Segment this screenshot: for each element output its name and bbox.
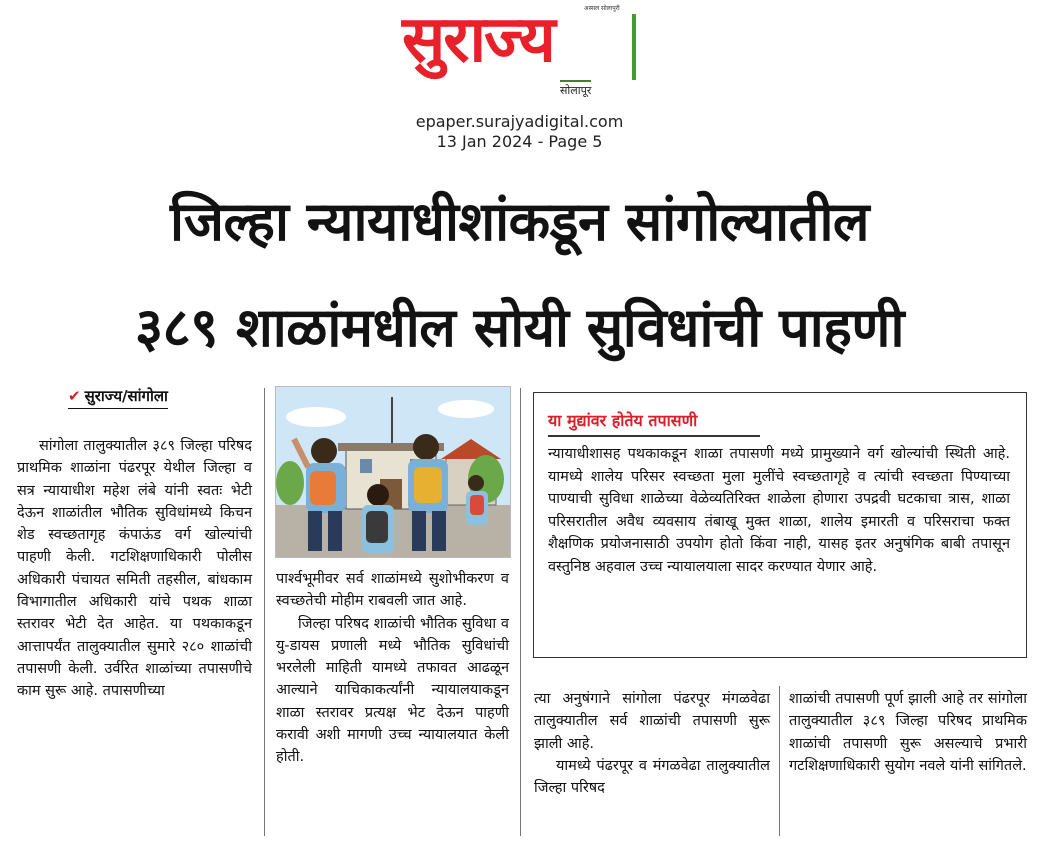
column-divider [779, 686, 780, 836]
article-photo [275, 386, 511, 558]
box-title: या मुद्यांवर होतेय तपासणी [548, 411, 698, 430]
column-divider [264, 388, 265, 836]
newspaper-logo: सुराज्य [402, 3, 554, 77]
inspection-points-box [533, 392, 1027, 658]
article-column-3 [534, 688, 770, 799]
school-children-illustration [276, 387, 510, 557]
paragraph: यामध्ये पंढरपूर व मंगळवेढा तालुक्यातील जिल्हा परिषद [534, 757, 770, 797]
headline-line-2: ३८९ शाळांमधील सोयी सुविधांची पाहणी [135, 296, 904, 359]
box-body: न्यायाधीशासह पथकाकडून शाळा तपासणी मध्ये प्रामुख्याने वर्ग खोल्यांची स्थिती आहे. यामध्ये शालेय परिसर स्वच्छता मुला मुलींचे स्वच्छतागृहे व त्यांची स्वच्छता पिण्याच्या पाण्याची सुविधा शाळेच्या वेळेव्यतिरिक्त शाळेला होणारा उपद्रवी घटकाचा त्रास, शाळा परिसरातील अवैध व्यवसाय तंबाखू मुक्त शाळा, शालेय इमारती व परिसराचा फक्त शैक्षणिक प्रयोजनासाठी उपयोग होतो किंवा नाही, यासह इतर अनुषंगिक बाबी तपासून वस्तुनिष्ठ अहवाल उच्च न्यायालयाला सादर करण्यात येणार आहे. [548, 446, 1010, 575]
paragraph: त्या अनुषंगाने सांगोला पंढरपूर मंगळवेढा तालुक्यातील सर्व शाळांची तपासणी सुरू झाली आहे. [534, 691, 770, 752]
box-title-rule [548, 435, 760, 437]
paragraph: सांगोला तालुक्यातील ३८९ जिल्हा परिषद प्राथमिक शाळांना पंढरपूर येथील जिल्हा व सत्र न्यायाधीश महेश लंबे यांनी स्वतः भेटी देऊन शाळांतील भौतिक सुविधांमध्ये किचन शेड स्वच्छतागृह कंपाऊंड वर्ग खोल्यांची पाहणी केली. गटशिक्षणाधिकारी पोलीस अधिकारी पंचायत समिती तहसील, बांधकाम विभागातील अधिकारी यांचे पथक शाळा स्तरावर भेटी देत आहेत. या पथकाकडून आत्तापर्यंत तालुक्यातील सुमारे २८० शाळांची तपासणी केली. उर्वरित शाळांच्या तपासणीचे काम सुरू आहे. तपासणीच्या [17, 438, 252, 700]
check-icon: ✔ [68, 387, 81, 405]
paragraph: शाळांची तपासणी पूर्ण झाली आहे तर सांगोला तालुक्यातील ३८९ जिल्हा परिषद प्राथमिक शाळांची तपासणी सुरू असल्याचे प्रभारी गटशिक्षणाधिकारी सुयोग नवले यांनी सांगितले. [789, 691, 1027, 774]
logo-tagline: अस्सल सोलापुरी [584, 5, 620, 12]
logo-city: सोलापूर [560, 80, 591, 98]
article-column-2 [276, 568, 509, 769]
masthead [0, 0, 1039, 160]
byline [68, 386, 168, 409]
article-column-1 [17, 435, 252, 703]
article-column-4 [789, 688, 1027, 777]
byline-text: सुराज्य/सांगोला [84, 387, 168, 405]
column-divider [520, 388, 521, 836]
headline-line-1: जिल्हा न्यायाधीशांकडून सांगोल्यातील [169, 190, 870, 253]
paragraph: पार्श्वभूमीवर सर्व शाळांमध्ये सुशोभीकरण व स्वच्छतेची मोहीम राबवली जात आहे. [276, 571, 509, 610]
site-url: epaper.surajyadigital.com [415, 112, 624, 131]
paragraph: जिल्हा परिषद शाळांची भौतिक सुविधा व यु-डायस प्रणाली मध्ये भौतिक सुविधांची भरलेली माहिती यामध्ये तफावत आढळून आल्याने याचिकाकर्त्यांनी न्यायालयाकडून शाळा स्तरावर प्रत्यक्ष भेट देऊन पाहणी करावी अशी मागणी उच्च न्यायालयात केली होती. [276, 615, 509, 766]
page-date: 13 Jan 2024 - Page 5 [436, 132, 603, 151]
logo-accent-bar [632, 14, 636, 80]
